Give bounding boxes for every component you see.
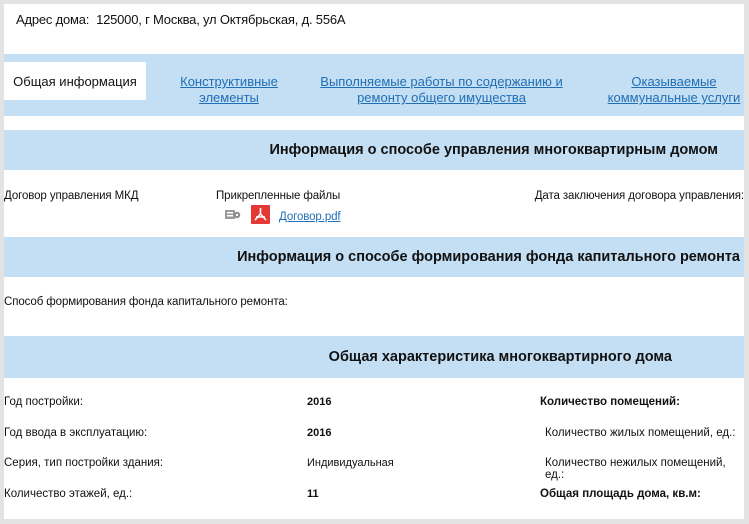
- floors-value: 11: [307, 488, 319, 500]
- section-title: Общая характеристика многоквартирного дома: [328, 349, 672, 365]
- address-label: Адрес дома:: [16, 12, 90, 27]
- premises-count-label: Количество помещений:: [540, 396, 680, 408]
- tab-label-line1: Оказываемые: [631, 74, 717, 89]
- tab-label-line1: Выполняемые работы по содержанию и: [320, 74, 563, 89]
- tab-bar: [4, 54, 744, 116]
- build-year-value: 2016: [307, 396, 332, 408]
- total-area-label: Общая площадь дома, кв.м:: [540, 488, 701, 500]
- section-header-general: [4, 336, 744, 378]
- section-title: Информация о способе управления многоквартирным домом: [269, 142, 718, 158]
- section-header-management: [4, 130, 744, 170]
- tab-maintenance-works[interactable]: [319, 74, 564, 106]
- fund-method-label: Способ формирования фонда капитального ремонта:: [4, 296, 288, 308]
- series-type-value: Индивидуальная: [307, 457, 394, 469]
- tab-utility-services[interactable]: [604, 74, 744, 106]
- tab-label-line2: ремонту общего имущества: [357, 90, 526, 105]
- tab-structural-elements[interactable]: [174, 74, 284, 106]
- series-type-label: Серия, тип постройки здания:: [4, 457, 164, 469]
- attached-files-label: Прикрепленные файлы: [216, 190, 341, 202]
- contract-date-label: Дата заключения договора управления:: [534, 190, 744, 202]
- tab-general-info[interactable]: [4, 62, 146, 100]
- contract-label: Договор управления МКД: [4, 190, 139, 202]
- commission-year-label: Год ввода в эксплуатацию:: [4, 427, 148, 439]
- floors-label: Количество этажей, ед.:: [4, 488, 133, 500]
- tab-label-line2: коммунальные услуги: [607, 90, 741, 105]
- tab-label-line2: элементы: [199, 90, 259, 105]
- pdf-file-icon: [251, 205, 270, 229]
- build-year-label: Год постройки:: [4, 396, 84, 408]
- nonresidential-premises-label: Количество нежилых помещений, ед.:: [545, 457, 726, 481]
- page-frame: [4, 4, 744, 519]
- section-header-capital-fund: [4, 237, 744, 277]
- commission-year-value: 2016: [307, 427, 332, 439]
- address-line: [16, 12, 345, 27]
- residential-premises-label: Количество жилых помещений, ед.:: [545, 427, 736, 439]
- document-settings-icon[interactable]: [225, 208, 241, 226]
- tab-label: Общая информация: [13, 73, 137, 89]
- contract-file-link[interactable]: Договор.pdf: [279, 211, 341, 223]
- tab-label-line1: Конструктивные: [180, 74, 278, 89]
- address-value: 125000, г Москва, ул Октябрьская, д. 556А: [96, 12, 346, 27]
- section-title: Информация о способе формирования фонда капитального ремонта: [237, 249, 740, 265]
